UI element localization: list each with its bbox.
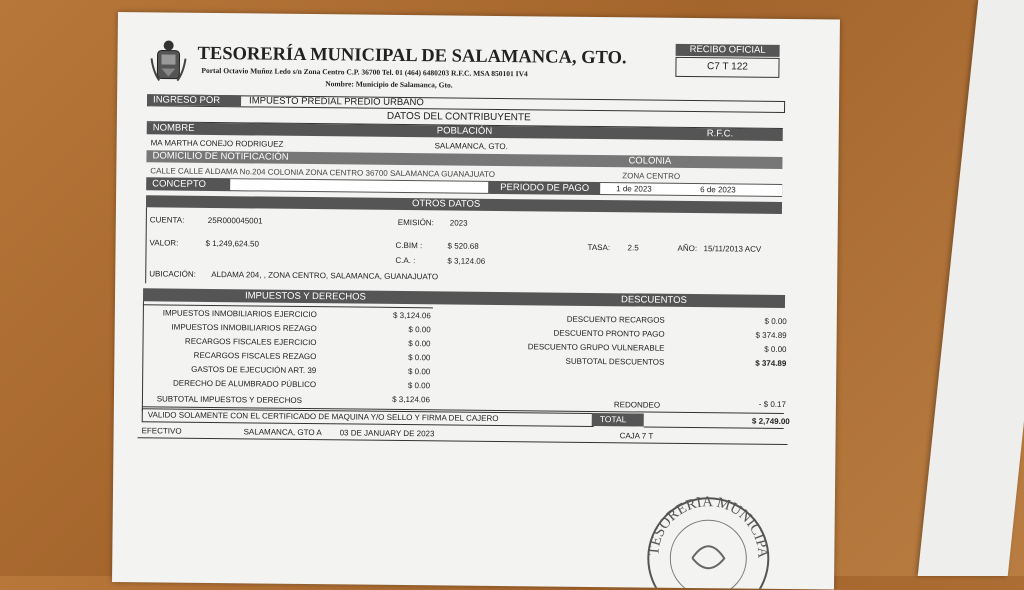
emision-label: EMISIÓN: [397, 217, 434, 228]
ingreso-value: IMPUESTO PREDIAL PREDIO URBANO [249, 95, 424, 109]
receipt-document [112, 12, 840, 590]
forma-pago: EFECTIVO [141, 426, 182, 436]
impuesto-value: $ 0.00 [407, 381, 431, 391]
tasa-label: TASA: [587, 242, 611, 253]
header-name-line: Nombre: Municipio de Salamanca, Gto. [325, 79, 453, 90]
impuesto-value: $ 0.00 [407, 367, 431, 377]
cuenta-value: 25R000045001 [207, 215, 263, 226]
impuesto-value: $ 0.00 [408, 339, 431, 349]
total-value: $ 2,749.00 [751, 416, 790, 427]
ca-label: C.A. : [395, 255, 416, 266]
valor-label: VALOR: [149, 238, 179, 248]
nombre-label: NOMBRE [152, 122, 195, 134]
receipt-label: RECIBO OFICIAL [676, 44, 780, 57]
footer-bottom-line [138, 437, 788, 445]
colonia-value: ZONA CENTRO [622, 171, 681, 181]
impuesto-label: DERECHO DE ALUMBRADO PÚBLICO [172, 378, 317, 390]
otros-left-border [145, 207, 147, 283]
descuentos-subtotal-label: SUBTOTAL DESCUENTOS [565, 356, 665, 367]
redondeo-label: REDONDEO [613, 400, 661, 410]
descuentos-title: DESCUENTOS [620, 294, 687, 306]
descuento-label: DESCUENTO GRUPO VULNERABLE [527, 342, 665, 353]
caja: CAJA 7 T [619, 431, 654, 441]
receipt-number: C7 T 122 [675, 57, 779, 78]
cbim-value: $ 520.68 [447, 241, 479, 251]
poblacion-value: SALAMANCA, GTO. [434, 141, 508, 152]
periodo-label: PERIODO DE PAGO [500, 182, 590, 194]
impuesto-value: $ 0.00 [408, 325, 431, 335]
nombre-value: MA MARTHA CONEJO RODRIGUEZ [150, 138, 284, 149]
cuenta-label: CUENTA: [149, 215, 185, 225]
rfc-label: R.F.C. [706, 128, 734, 140]
otros-datos-title: OTROS DATOS [411, 198, 481, 210]
fecha: 03 DE JANUARY DE 2023 [339, 428, 435, 439]
descuento-label: DESCUENTO PRONTO PAGO [553, 328, 665, 339]
tasa-value: 2.5 [627, 243, 639, 253]
impuestos-subtotal-label: SUBTOTAL IMPUESTOS Y DERECHOS [156, 394, 302, 405]
ubicacion-label: UBICACIÓN: [149, 269, 196, 279]
svg-text:TESORERIA MUNICIPAL: TESORERIA MUNICIPAL [646, 494, 771, 559]
total-line [644, 427, 784, 429]
descuento-label: DESCUENTO RECARGOS [566, 314, 665, 325]
ano-value: 15/11/2013 ACV [703, 244, 762, 254]
municipal-seal-icon [149, 38, 188, 88]
page-title: TESORERÍA MUNICIPAL DE SALAMANCA, GTO. [197, 43, 627, 69]
impuesto-label: IMPUESTOS INMOBILIARIOS EJERCICIO [162, 308, 317, 320]
concepto-label: CONCEPTO [152, 178, 206, 190]
total-label: TOTAL [592, 413, 644, 427]
emision-value: 2023 [449, 218, 468, 228]
header-address: Portal Octavio Muñoz Ledo s/n Zona Centro C.P. 36700 Tel. 01 (464) 6480203 R.F.C. MSA 850101 IV4 [201, 65, 528, 79]
impuestos-left-border [142, 301, 144, 411]
impuesto-value: $ 3,124.06 [392, 310, 431, 321]
poblacion-label: POBLACIÓN [436, 125, 493, 137]
ano-label: AÑO: [677, 243, 698, 254]
background-paper-sheet [918, 0, 1024, 576]
contribuyente-title: DATOS DEL CONTRIBUYENTE [386, 110, 531, 124]
ca-value: $ 3,124.06 [447, 256, 486, 266]
impuesto-label: RECARGOS FISCALES REZAGO [193, 350, 317, 362]
lugar: SALAMANCA, GTO A [243, 427, 322, 438]
ingreso-label: INGRESO POR [147, 94, 241, 106]
periodo-fin: 6 de 2023 [700, 185, 736, 195]
redondeo-value: - $ 0.17 [758, 399, 786, 410]
domicilio-label: DOMICILIO DE NOTIFICACIÓN [152, 150, 289, 163]
cbim-label: C.BIM : [395, 240, 423, 251]
impuesto-label: IMPUESTOS INMOBILIARIOS REZAGO [171, 322, 317, 334]
descuento-value: $ 0.00 [764, 344, 787, 355]
descuento-value: $ 0.00 [764, 316, 787, 327]
impuesto-label: RECARGOS FISCALES EJERCICIO [184, 336, 317, 348]
impuesto-value: $ 0.00 [408, 353, 431, 363]
descuentos-subtotal-value: $ 374.89 [755, 358, 787, 369]
official-stamp-icon [640, 486, 771, 590]
impuesto-label: GASTOS DE EJECUCIÓN ART. 39 [191, 364, 317, 376]
ubicacion-value: ALDAMA 204, , ZONA CENTRO, SALAMANCA, GUANAJUATO [211, 269, 439, 282]
descuento-value: $ 374.89 [755, 330, 787, 341]
impuestos-top-line [143, 304, 433, 308]
validez-text: VALIDO SOLAMENTE CON EL CERTIFICADO DE MAQUINA Y/O SELLO Y FIRMA DEL CAJERO [147, 410, 499, 424]
colonia-label: COLONIA [628, 155, 672, 167]
periodo-inicio: 1 de 2023 [616, 184, 652, 194]
valor-value: $ 1,249,624.50 [205, 238, 260, 249]
impuestos-subtotal-value: $ 3,124.06 [392, 394, 431, 405]
domicilio-value: CALLE CALLE ALDAMA No.204 COLONIA ZONA CENTRO 36700 SALAMANCA GUANAJUATO [150, 166, 496, 179]
impuestos-title: IMPUESTOS Y DERECHOS [244, 290, 366, 303]
ingreso-row [147, 94, 785, 113]
